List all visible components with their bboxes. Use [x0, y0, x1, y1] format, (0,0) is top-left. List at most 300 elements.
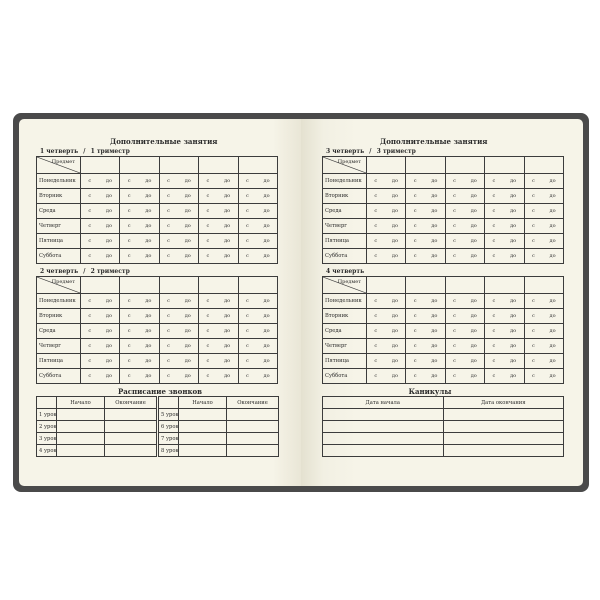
time-slot-cell[interactable] — [120, 294, 159, 309]
time-slot-cell[interactable] — [199, 174, 238, 189]
from-label: с — [374, 313, 378, 319]
time-slot — [485, 238, 523, 244]
to-label: до — [470, 223, 477, 229]
to-label: до — [470, 298, 477, 304]
subject-name-cell[interactable] — [81, 157, 120, 174]
from-label: с — [206, 298, 210, 304]
time-slot-cell[interactable] — [81, 339, 120, 354]
day-label: Понедельник — [37, 294, 81, 309]
time-slot-cell[interactable] — [524, 234, 563, 249]
from-label: с — [453, 208, 456, 214]
to-label: до — [470, 193, 477, 199]
bells-row — [37, 409, 279, 421]
from-label: с — [127, 253, 131, 259]
time-slot-cell[interactable] — [120, 189, 159, 204]
time-slot-cell[interactable] — [238, 369, 277, 384]
schedule-day-row — [37, 189, 278, 204]
bell-start-cell[interactable] — [179, 445, 227, 457]
subject-name-cell[interactable] — [159, 277, 198, 294]
holiday-start-cell[interactable] — [323, 409, 444, 421]
from-label: с — [492, 328, 496, 334]
time-slot-cell[interactable] — [159, 294, 198, 309]
time-slot — [160, 328, 198, 334]
time-slot-cell[interactable] — [406, 204, 445, 219]
to-label: до — [391, 328, 398, 334]
time-slot-cell[interactable] — [445, 204, 484, 219]
time-slot-cell[interactable] — [238, 174, 277, 189]
from-label: с — [531, 193, 535, 199]
time-slot-cell[interactable] — [367, 354, 406, 369]
bell-start-cell[interactable] — [57, 433, 105, 445]
schedule-day-row — [37, 234, 278, 249]
time-slot-cell[interactable] — [159, 309, 198, 324]
time-slot-cell[interactable] — [159, 189, 198, 204]
bell-end-cell[interactable] — [105, 421, 157, 433]
time-slot-cell[interactable] — [199, 339, 238, 354]
time-slot-cell[interactable] — [367, 294, 406, 309]
to-label: до — [184, 328, 191, 334]
time-slot — [446, 178, 484, 184]
time-slot — [367, 178, 405, 184]
time-slot-cell[interactable] — [159, 174, 198, 189]
to-label: до — [470, 208, 477, 214]
time-slot-cell[interactable] — [367, 189, 406, 204]
time-slot-cell[interactable] — [199, 204, 238, 219]
from-label: с — [531, 313, 535, 319]
subject-name-cell[interactable] — [406, 277, 445, 294]
time-slot-cell[interactable] — [81, 189, 120, 204]
time-slot-cell[interactable] — [81, 234, 120, 249]
subject-name-cell[interactable] — [238, 157, 277, 174]
time-slot-cell[interactable] — [120, 219, 159, 234]
time-slot-cell[interactable] — [120, 204, 159, 219]
time-slot-cell[interactable] — [485, 309, 524, 324]
time-slot — [81, 373, 119, 379]
quarter2-trimester: 2 триместр — [90, 268, 130, 275]
time-slot — [160, 313, 198, 319]
time-slot-cell[interactable] — [199, 189, 238, 204]
time-slot-cell[interactable] — [445, 324, 484, 339]
time-slot — [367, 313, 405, 319]
time-slot — [81, 298, 119, 304]
to-label: до — [263, 298, 270, 304]
time-slot-cell[interactable] — [445, 234, 484, 249]
to-label: до — [431, 343, 438, 349]
time-slot-cell[interactable] — [159, 339, 198, 354]
to-label: до — [391, 193, 398, 199]
bell-end-cell[interactable] — [227, 433, 279, 445]
time-slot-cell[interactable] — [406, 309, 445, 324]
to-label: до — [431, 328, 438, 334]
time-slot-cell[interactable] — [485, 354, 524, 369]
time-slot-cell[interactable] — [159, 354, 198, 369]
time-slot-cell[interactable] — [406, 354, 445, 369]
holiday-end-cell[interactable] — [443, 445, 564, 457]
time-slot-cell[interactable] — [238, 354, 277, 369]
bell-start-cell[interactable] — [179, 433, 227, 445]
time-slot-cell[interactable] — [485, 204, 524, 219]
bell-end-cell[interactable] — [227, 445, 279, 457]
time-slot-cell[interactable] — [367, 219, 406, 234]
from-label: с — [413, 253, 417, 259]
time-slot — [81, 178, 119, 184]
time-slot-cell[interactable] — [367, 249, 406, 264]
time-slot — [120, 208, 158, 214]
day-label: Суббота — [37, 369, 81, 384]
from-label: с — [374, 343, 378, 349]
time-slot — [239, 298, 277, 304]
subject-name-cell[interactable] — [120, 157, 159, 174]
holiday-end-cell[interactable] — [443, 421, 564, 433]
to-label: до — [105, 208, 112, 214]
time-slot-cell[interactable] — [367, 369, 406, 384]
time-slot-cell[interactable] — [120, 354, 159, 369]
day-label: Суббота — [37, 249, 81, 264]
subject-name-cell[interactable] — [445, 157, 484, 174]
to-label: до — [391, 178, 398, 184]
time-slot — [485, 208, 523, 214]
to-label: до — [510, 193, 517, 199]
holiday-end-cell[interactable] — [443, 409, 564, 421]
from-label: с — [245, 223, 249, 229]
time-slot-cell[interactable] — [120, 309, 159, 324]
time-slot-cell[interactable] — [445, 369, 484, 384]
to-label: до — [470, 328, 477, 334]
schedule-day-row — [37, 204, 278, 219]
bells-end-header: Окончание — [227, 397, 279, 409]
time-slot-cell[interactable] — [524, 324, 563, 339]
schedule-day-row — [37, 174, 278, 189]
time-slot-cell[interactable] — [524, 369, 563, 384]
from-label: с — [492, 373, 496, 379]
time-slot — [485, 328, 523, 334]
time-slot — [406, 343, 444, 349]
from-label: с — [245, 298, 249, 304]
time-slot-cell[interactable] — [159, 369, 198, 384]
time-slot-cell[interactable] — [406, 234, 445, 249]
bell-end-cell[interactable] — [105, 409, 157, 421]
time-slot-cell[interactable] — [367, 174, 406, 189]
time-slot-cell[interactable] — [120, 369, 159, 384]
subject-name-cell[interactable] — [238, 277, 277, 294]
subject-name-cell[interactable] — [159, 157, 198, 174]
time-slot-cell[interactable] — [406, 174, 445, 189]
time-slot-cell[interactable] — [524, 249, 563, 264]
time-slot-cell[interactable] — [120, 339, 159, 354]
time-slot-cell[interactable] — [406, 189, 445, 204]
time-slot — [446, 313, 484, 319]
to-label: до — [224, 373, 231, 379]
time-slot-cell[interactable] — [485, 234, 524, 249]
subject-name-cell[interactable] — [485, 157, 524, 174]
time-slot-cell[interactable] — [120, 234, 159, 249]
time-slot — [485, 313, 523, 319]
to-label: до — [105, 373, 112, 379]
subject-name-cell[interactable] — [120, 277, 159, 294]
time-slot-cell[interactable] — [445, 339, 484, 354]
to-label: до — [510, 298, 517, 304]
time-slot-cell[interactable] — [485, 249, 524, 264]
from-label: с — [245, 253, 249, 259]
time-slot-cell[interactable] — [238, 249, 277, 264]
schedule-day-row — [323, 174, 564, 189]
day-label: Четверг — [323, 219, 367, 234]
time-slot — [239, 343, 277, 349]
time-slot — [120, 313, 158, 319]
time-slot-cell[interactable] — [159, 204, 198, 219]
day-label: Вторник — [37, 309, 81, 324]
to-label: до — [184, 373, 191, 379]
time-slot — [81, 343, 119, 349]
schedule-day-row — [37, 249, 278, 264]
time-slot-cell[interactable] — [524, 174, 563, 189]
holiday-start-cell[interactable] — [323, 445, 444, 457]
time-slot-cell[interactable] — [524, 294, 563, 309]
time-slot-cell[interactable] — [238, 189, 277, 204]
time-slot-cell[interactable] — [367, 309, 406, 324]
holiday-start-cell[interactable] — [323, 421, 444, 433]
from-label: с — [127, 298, 131, 304]
time-slot-cell[interactable] — [120, 324, 159, 339]
subject-header-label: Предмет — [51, 159, 75, 165]
schedule-day-row — [37, 294, 278, 309]
to-label: до — [431, 253, 438, 259]
day-label: Среда — [37, 324, 81, 339]
time-slot-cell[interactable] — [199, 324, 238, 339]
to-label: до — [145, 358, 152, 364]
time-slot-cell[interactable] — [199, 249, 238, 264]
to-label: до — [184, 208, 191, 214]
from-label: с — [245, 343, 249, 349]
time-slot-cell[interactable] — [524, 219, 563, 234]
to-label: до — [105, 193, 112, 199]
time-slot-cell[interactable] — [445, 294, 484, 309]
to-label: до — [145, 238, 152, 244]
time-slot-cell[interactable] — [238, 204, 277, 219]
time-slot — [367, 193, 405, 199]
time-slot-cell[interactable] — [445, 219, 484, 234]
subject-name-cell[interactable] — [524, 157, 563, 174]
from-label: с — [245, 178, 249, 184]
time-slot-cell[interactable] — [485, 294, 524, 309]
to-label: до — [184, 178, 191, 184]
bell-start-cell[interactable] — [179, 409, 227, 421]
to-label: до — [391, 238, 398, 244]
time-slot-cell[interactable] — [81, 324, 120, 339]
from-label: с — [492, 298, 496, 304]
time-slot-cell[interactable] — [406, 339, 445, 354]
time-slot-cell[interactable] — [159, 219, 198, 234]
to-label: до — [184, 238, 191, 244]
time-slot-cell[interactable] — [199, 294, 238, 309]
time-slot-cell[interactable] — [367, 234, 406, 249]
time-slot-cell[interactable] — [199, 354, 238, 369]
time-slot-cell[interactable] — [81, 174, 120, 189]
to-label: до — [510, 223, 517, 229]
time-slot — [367, 298, 405, 304]
time-slot — [367, 373, 405, 379]
time-slot-cell[interactable] — [159, 249, 198, 264]
time-slot — [406, 313, 444, 319]
from-label: с — [492, 208, 496, 214]
time-slot — [199, 328, 237, 334]
holiday-start-cell[interactable] — [323, 433, 444, 445]
time-slot-cell[interactable] — [81, 204, 120, 219]
time-slot-cell[interactable] — [406, 294, 445, 309]
time-slot — [160, 178, 198, 184]
holiday-end-cell[interactable] — [443, 433, 564, 445]
time-slot-cell[interactable] — [81, 219, 120, 234]
time-slot-cell[interactable] — [367, 324, 406, 339]
bell-end-cell[interactable] — [105, 445, 157, 457]
time-slot-cell[interactable] — [485, 339, 524, 354]
time-slot-cell[interactable] — [120, 174, 159, 189]
time-slot-cell[interactable] — [445, 249, 484, 264]
time-slot-cell[interactable] — [120, 249, 159, 264]
time-slot-cell[interactable] — [445, 174, 484, 189]
time-slot — [81, 253, 119, 259]
time-slot-cell[interactable] — [81, 294, 120, 309]
time-slot-cell[interactable] — [524, 189, 563, 204]
bells-row — [37, 421, 279, 433]
subject-name-cell[interactable] — [199, 157, 238, 174]
subject-name-cell[interactable] — [367, 277, 406, 294]
time-slot-cell[interactable] — [81, 369, 120, 384]
bell-end-cell[interactable] — [227, 421, 279, 433]
to-label: до — [549, 343, 556, 349]
to-label: до — [510, 328, 517, 334]
time-slot-cell[interactable] — [406, 324, 445, 339]
time-slot-cell[interactable] — [238, 234, 277, 249]
quarter3-trimester: 3 триместр — [376, 148, 416, 155]
time-slot-cell[interactable] — [485, 174, 524, 189]
bell-start-cell[interactable] — [57, 445, 105, 457]
from-label: с — [453, 193, 456, 199]
to-label: до — [224, 208, 231, 214]
time-slot-cell[interactable] — [159, 234, 198, 249]
subject-name-cell[interactable] — [81, 277, 120, 294]
time-slot — [120, 223, 158, 229]
bell-end-cell[interactable] — [105, 433, 157, 445]
time-slot-cell[interactable] — [445, 189, 484, 204]
time-slot-cell[interactable] — [485, 324, 524, 339]
time-slot-cell[interactable] — [485, 219, 524, 234]
to-label: до — [263, 328, 270, 334]
time-slot-cell[interactable] — [238, 309, 277, 324]
from-label: с — [413, 328, 417, 334]
time-slot-cell[interactable] — [524, 309, 563, 324]
to-label: до — [105, 178, 112, 184]
time-slot-cell[interactable] — [406, 249, 445, 264]
time-slot-cell[interactable] — [159, 324, 198, 339]
subject-name-cell[interactable] — [367, 157, 406, 174]
schedule-day-row — [37, 369, 278, 384]
time-slot-cell[interactable] — [199, 309, 238, 324]
from-label: с — [167, 223, 170, 229]
time-slot-cell[interactable] — [238, 294, 277, 309]
time-slot — [485, 343, 523, 349]
left-page-title: Дополнительные занятия — [110, 137, 218, 146]
bell-end-cell[interactable] — [227, 409, 279, 421]
schedule-day-row — [323, 234, 564, 249]
from-label: с — [492, 343, 496, 349]
schedule-day-row — [37, 339, 278, 354]
to-label: до — [549, 253, 556, 259]
to-label: до — [391, 358, 398, 364]
bell-start-cell[interactable] — [179, 421, 227, 433]
time-slot — [525, 253, 563, 259]
time-slot — [406, 298, 444, 304]
time-slot — [485, 223, 523, 229]
subject-name-cell[interactable] — [524, 277, 563, 294]
to-label: до — [510, 358, 517, 364]
time-slot — [446, 208, 484, 214]
from-label: с — [167, 328, 170, 334]
time-slot-cell[interactable] — [367, 339, 406, 354]
from-label: с — [167, 193, 170, 199]
lesson-label: 4 урок — [37, 445, 57, 457]
time-slot-cell[interactable] — [199, 234, 238, 249]
time-slot-cell[interactable] — [445, 309, 484, 324]
to-label: до — [431, 298, 438, 304]
to-label: до — [184, 298, 191, 304]
subject-name-cell[interactable] — [485, 277, 524, 294]
bell-start-cell[interactable] — [57, 421, 105, 433]
to-label: до — [224, 178, 231, 184]
time-slot-cell[interactable] — [238, 339, 277, 354]
to-label: до — [510, 343, 517, 349]
time-slot-cell[interactable] — [406, 219, 445, 234]
from-label: с — [88, 298, 92, 304]
time-slot — [525, 238, 563, 244]
from-label: с — [88, 178, 92, 184]
time-slot-cell[interactable] — [445, 354, 484, 369]
time-slot — [239, 373, 277, 379]
time-slot-cell[interactable] — [367, 204, 406, 219]
bells-title: Расписание звонков — [117, 387, 203, 396]
time-slot-cell[interactable] — [238, 324, 277, 339]
time-slot — [120, 298, 158, 304]
from-label: с — [374, 178, 378, 184]
bell-start-cell[interactable] — [57, 409, 105, 421]
subject-name-cell[interactable] — [445, 277, 484, 294]
from-label: с — [245, 358, 249, 364]
holidays-row — [323, 433, 564, 445]
from-label: с — [531, 328, 535, 334]
to-label: до — [549, 328, 556, 334]
lesson-label: 7 урок — [159, 433, 179, 445]
time-slot-cell[interactable] — [199, 369, 238, 384]
to-label: до — [105, 358, 112, 364]
time-slot-cell[interactable] — [238, 219, 277, 234]
time-slot-cell[interactable] — [81, 249, 120, 264]
subject-name-cell[interactable] — [406, 157, 445, 174]
time-slot-cell[interactable] — [485, 189, 524, 204]
day-label: Четверг — [323, 339, 367, 354]
quarter2-label — [40, 268, 130, 275]
time-slot-cell[interactable] — [524, 339, 563, 354]
to-label: до — [105, 328, 112, 334]
time-slot-cell[interactable] — [524, 354, 563, 369]
time-slot-cell[interactable] — [524, 204, 563, 219]
from-label: с — [531, 358, 535, 364]
subject-name-cell[interactable] — [199, 277, 238, 294]
time-slot-cell[interactable] — [199, 219, 238, 234]
time-slot-cell[interactable] — [81, 309, 120, 324]
time-slot-cell[interactable] — [81, 354, 120, 369]
time-slot-cell[interactable] — [485, 369, 524, 384]
time-slot-cell[interactable] — [406, 369, 445, 384]
